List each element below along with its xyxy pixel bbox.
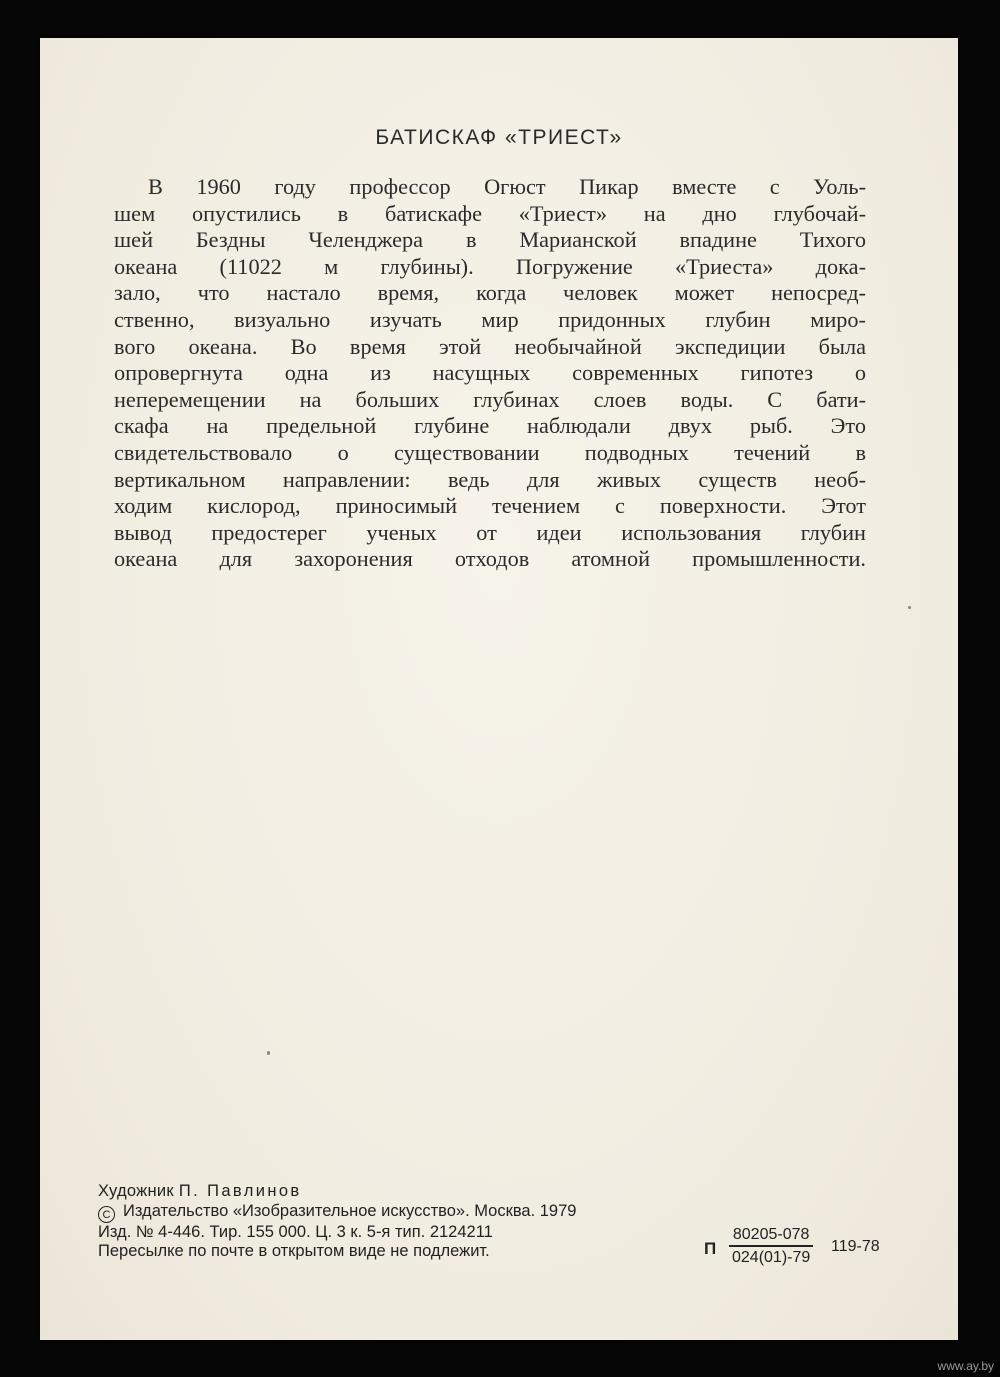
publication-credits <box>98 1182 576 1262</box>
watermark: www.ay.by <box>937 1359 994 1373</box>
publisher-text: Издательство «Изобразительное искусство». Москва. 1979 <box>123 1201 577 1220</box>
body-line: вертикальном направлении: ведь для живых существ необ- <box>114 466 866 492</box>
copyright-icon: C <box>98 1206 115 1223</box>
body-line: ственно, визуально изучать мир придонных глубин миро- <box>114 306 866 332</box>
body-line: шем опустились в батискафе «Триест» на дно глубочай- <box>114 200 866 226</box>
body-line: вывод предостерег ученых от идеи использования глубин <box>114 519 866 545</box>
index-denominator: 024(01)-79 <box>732 1248 811 1266</box>
artist-credit <box>98 1182 576 1202</box>
postcard-back <box>40 38 958 1340</box>
index-letter: П <box>704 1239 717 1258</box>
body-line: неперемещении на больших глубинах слоев воды. С бати- <box>114 386 866 412</box>
body-line: зало, что настало время, когда человек может непосред- <box>114 280 866 306</box>
paper-speck <box>267 1051 270 1055</box>
publisher-line <box>98 1202 576 1223</box>
index-suffix: 119-78 <box>831 1238 880 1255</box>
index-fraction <box>729 1226 813 1267</box>
body-line: свидетельствовало о существовании подводных течений в <box>114 439 866 465</box>
print-info: Изд. № 4-446. Тир. 155 000. Ц. 3 к. 5-я тип. 2124211 <box>98 1222 493 1241</box>
fraction-bar <box>729 1245 813 1247</box>
body-line: шей Бездны Челенджера в Марианской впадине Тихого <box>114 227 866 253</box>
body-line: В 1960 году профессор Огюст Пикар вместе с Уоль- <box>148 174 866 199</box>
artist-name: П. Павлинов <box>178 1182 302 1200</box>
body-line: вого океана. Во время этой необычайной экспедиции была <box>114 333 866 359</box>
body-line: опровергнута одна из насущных современных гипотез о <box>114 360 866 386</box>
description-text <box>114 174 866 573</box>
body-line: ходим кислород, приносимый течением с поверхности. Этот <box>114 493 866 519</box>
index-numerator: 80205-078 <box>732 1226 810 1243</box>
card-title: БАТИСКАФ «ТРИЕСТ» <box>375 126 623 149</box>
body-line: скафа на предельной глубине наблюдали двух рыб. Это <box>114 413 866 439</box>
mail-note: Пересылке по почте в открытом виде не подлежит. <box>98 1242 490 1260</box>
paper-speck <box>908 606 911 609</box>
body-line: океана (11022 м глубины). Погружение «Триеста» дока- <box>114 253 866 279</box>
body-line: океана для захоронения отходов атомной промышленности. <box>114 546 866 572</box>
artist-label: Художник <box>98 1182 174 1200</box>
